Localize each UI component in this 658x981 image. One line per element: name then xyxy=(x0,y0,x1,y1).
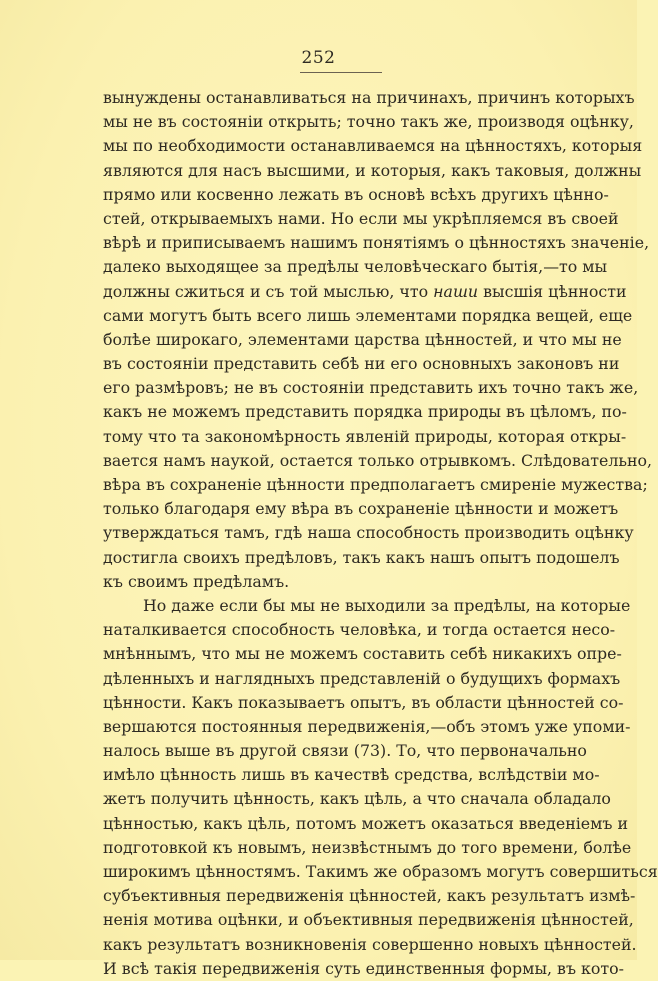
paragraph xyxy=(103,86,653,594)
text-line: ненiя мотива оцѣнки, и объективныя передвиженiя цѣнностей, xyxy=(103,910,634,930)
text-line: вершаются постоянныя передвиженiя,—объ этомъ уже упоми- xyxy=(103,716,631,736)
text-line: утверждаться тамъ, гдѣ наша способность производить оцѣнку xyxy=(103,523,634,543)
paragraph xyxy=(103,594,658,981)
text-line: стей, открываемыхъ нами. Но если мы укрѣпляемся въ своей xyxy=(103,208,619,228)
page-number: 252 xyxy=(301,48,336,68)
body-text xyxy=(103,86,658,981)
text-line: И всѣ такiя передвиженiя суть единственныя формы, въ кото- xyxy=(103,958,624,978)
text-line: наталкивается способность человѣка, и тогда остается несо- xyxy=(103,620,616,640)
text-line: подготовкой къ новымъ, неизвѣстнымъ до того времени, болѣе xyxy=(103,837,632,857)
text-line: вѣрѣ и приписываемъ нашимъ понятiямъ о цѣнностяхъ значенiе, xyxy=(103,233,650,253)
text-line: какъ не можемъ представить порядка природы въ цѣломъ, по- xyxy=(103,402,627,422)
text-line: вѣра въ сохраненiе цѣнности предполагаетъ смиренiе мужества; xyxy=(103,475,648,494)
text-line: достигла своихъ предѣловъ, такъ какъ нашъ опытъ подошелъ xyxy=(103,547,620,567)
text-line: его размѣровъ; не въ состоянiи представить ихъ точно такъ же, xyxy=(103,378,639,398)
text-line: въ состоянiи представить себѣ ни его основныхъ законовъ ни xyxy=(103,354,620,374)
text-line: вается намъ наукой, остается только отрывкомъ. Слѣдовательно, xyxy=(103,450,653,470)
text-line: субъективныя передвиженiя цѣнностей, какъ результатъ измѣ- xyxy=(103,886,636,906)
text-line: далеко выходящее за предѣлы человѣческаго бытiя,—то мы xyxy=(103,257,608,277)
header-rule xyxy=(300,72,382,73)
text-line: прямо или косвенно лежать въ основѣ всѣхъ другихъ цѣнно- xyxy=(103,184,609,204)
text-line: мнѣннымъ, что мы не можемъ составить себѣ никакихъ опре- xyxy=(103,644,622,664)
text-line: болѣе широкаго, элементами царства цѣнностей, и что мы не xyxy=(103,329,622,349)
text-line: широкимъ цѣнностямъ. Такимъ же образомъ могутъ совершиться xyxy=(103,862,658,881)
text-line: какъ результатъ возникновенiя совершенно новыхъ цѣнностей. xyxy=(103,934,637,954)
text-line: цѣнностью, какъ цѣль, потомъ можетъ оказаться введенiемъ и xyxy=(103,813,629,833)
text-line: Но даже если бы мы не выходили за предѣлы, на которые xyxy=(143,595,631,615)
text-line: мы по необходимости останавливаемся на цѣнностяхъ, которыя xyxy=(103,136,643,156)
text-line: сами могутъ быть всего лишь элементами порядка вещей, еще xyxy=(103,305,633,325)
text-line: налось выше въ другой связи (73). То, что первоначально xyxy=(103,741,587,761)
text-line: имѣло цѣнность лишь въ качествѣ средства, вслѣдствiи мо- xyxy=(103,765,600,785)
text-line: къ своимъ предѣламъ. xyxy=(103,571,290,591)
text-line: вынуждены останавливаться на причинахъ, причинъ которыхъ xyxy=(103,88,635,107)
text-line: цѣнности. Какъ показываетъ опытъ, въ области цѣнностей со- xyxy=(103,692,624,712)
text-line: тому что та закономѣрность явленiй природы, которая откры- xyxy=(103,426,627,446)
text-line: должны сжиться и съ той мыслью, что наши высшiя цѣнности xyxy=(103,281,627,301)
text-line: дѣленныхъ и наглядныхъ представленiй о будущихъ формахъ xyxy=(103,668,621,688)
text-line: только благодаря ему вѣра въ сохраненiе цѣнности и можетъ xyxy=(103,499,619,519)
text-line: жетъ получить цѣнность, какъ цѣль, а что сначала обладало xyxy=(103,789,611,809)
text-line: мы не въ состоянiи открыть; точно такъ же, производя оцѣнку, xyxy=(103,112,634,132)
text-line: являются для насъ высшими, и которыя, какъ таковыя, должны xyxy=(103,160,642,180)
